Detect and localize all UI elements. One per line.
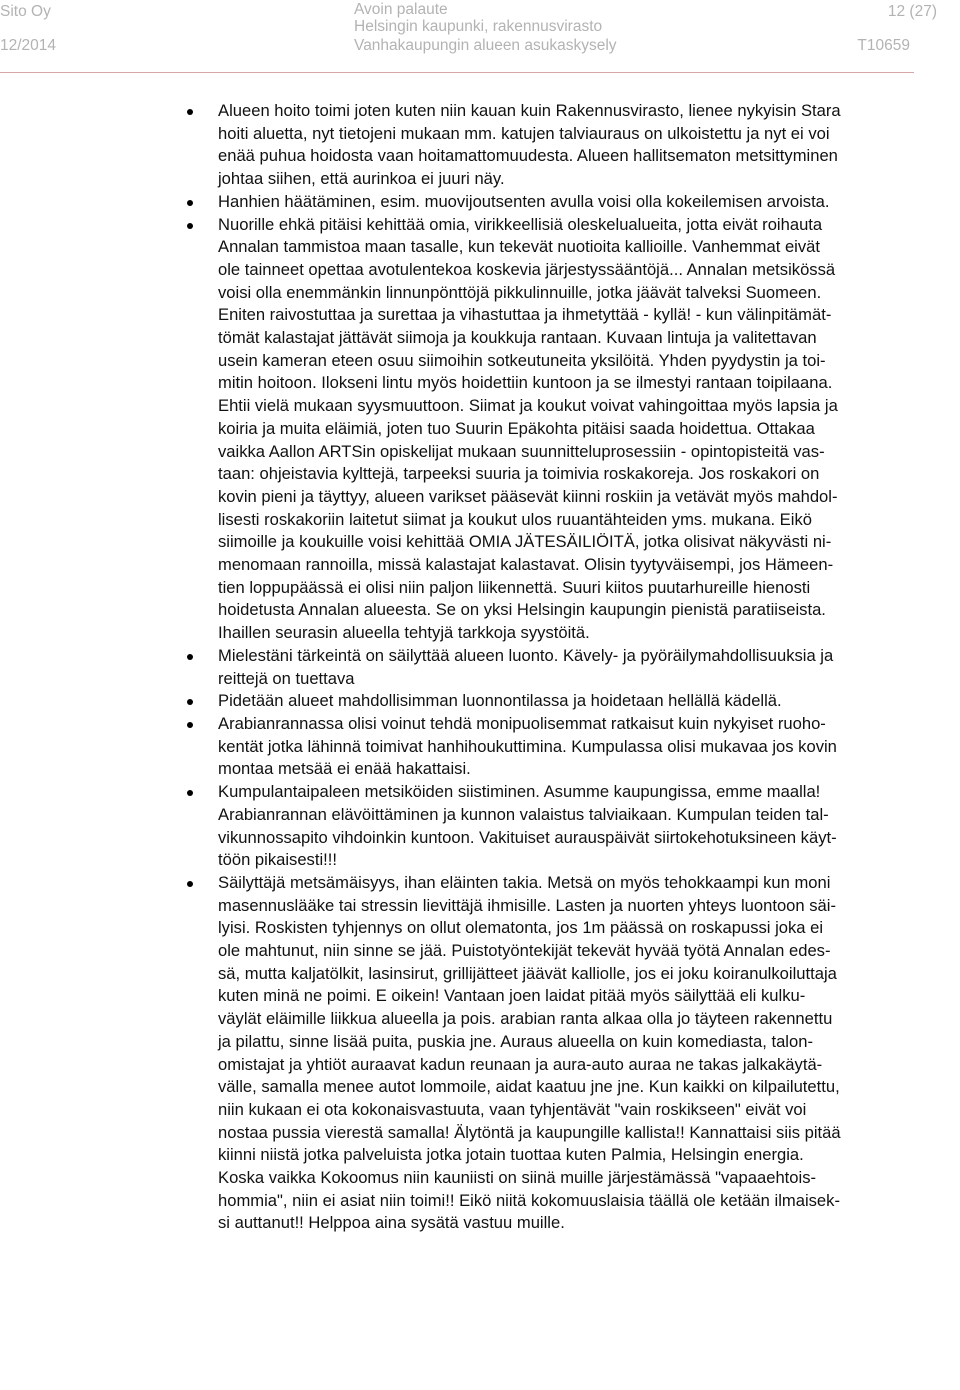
feedback-text-line: si auttanut!! Helppoa aina sysätä vastuu muille. xyxy=(218,1213,565,1233)
client-name: Helsingin kaupunki, rakennusvirasto xyxy=(354,18,603,35)
feedback-text-line: tien loppupäässä ei olisi niin paljon liikennettä. Suuri kiitos puutarhureille hienosti xyxy=(218,577,811,597)
feedback-text-line: välle, samalla menee autot lommoile, aidat kaatuu jne jne. Kun kaikki on kilpailutettu, xyxy=(218,1077,840,1097)
feedback-text-line: nostaa pussia vierestä samalla! Älytöntä ja kaupungille kallista!! Kannattaisi siis pitää xyxy=(218,1122,841,1142)
feedback-text-line: kiinni niistä jotka palveluista jotka jotain tuottaa kuten Palmia, Helsingin energia. xyxy=(218,1145,804,1165)
bullet-icon xyxy=(187,109,193,115)
feedback-item xyxy=(0,872,960,1235)
feedback-item xyxy=(0,781,960,872)
feedback-text-line: usein kameran eteen osuu siimoihin sotkeutuneita yksilöitä. Yhden pyydystin ja toi- xyxy=(218,350,826,370)
feedback-text-line: Annalan tammistoa maan tasalle, kun tekevät nuotioita kallioille. Vanhemmat eivät xyxy=(218,237,821,257)
feedback-text-line: Mielestäni tärkeintä on säilyttää alueen luonto. Kävely- ja pyöräilymahdollisuuksia ja xyxy=(218,645,834,665)
feedback-text-line: ja pilattu, sinne lisää puita, puskia jne. Auraus alueella on kuin komediasta, talon- xyxy=(218,1031,813,1051)
bullet-icon xyxy=(187,881,193,887)
feedback-text-line: vaikka Aallon ARTSin opiskelijat mukaan suunnitteluprosessiin - opintopisteitä vas- xyxy=(218,441,825,461)
bullet-icon xyxy=(187,699,193,705)
project-code: T10659 xyxy=(857,37,910,54)
feedback-text-line: kovin pieni ja täyttyy, alueen varikset pääsevät kiinni roskiin ja vetävät myös mahdol- xyxy=(218,486,838,506)
feedback-text-line: lisesti roskakoriin laitetut siimat ja koukut ulos ruuantähteiden yms. mukana. Eikö xyxy=(218,509,812,529)
feedback-text-line: reittejä on tuettava xyxy=(218,668,355,688)
feedback-text-line: Ehtii vielä mukaan syysmuuttoon. Siimat ja koukut voivat vahingoittaa myös lapsia ja xyxy=(218,396,838,416)
feedback-text-line: koiria ja muita eläimiä, joten tuo Suurin Epäkohta pitäisi saada hoidettua. Ottakaa xyxy=(218,418,815,438)
feedback-text-line: omistajat ja yhtiöt auraavat kadun reunaan ja aura-auto auraa ne takas jalkakäytä- xyxy=(218,1054,823,1074)
bullet-icon xyxy=(187,722,193,728)
feedback-text-line: vikunnossapito vihdoinkin kuntoon. Vakituiset aurauspäivät siirtokehotuksineen käyt- xyxy=(218,827,837,847)
survey-title: Vanhakaupungin alueen asukaskysely xyxy=(354,37,617,54)
feedback-text-line: ole tainneet opettaa avotulentekoa koskevia järjestyssääntöjä... Annalan metsikössä xyxy=(218,259,836,279)
feedback-text-line: Säilyttäjä metsämäisyys, ihan eläinten takia. Metsä on myös tehokkaampi kun moni xyxy=(218,872,831,892)
feedback-text-line: töön pikaisesti!!! xyxy=(218,850,337,870)
feedback-text-line: mitin hoitoon. Ilokseni lintu myös hoidettiin kuntoon ja se ilmestyi rantaan toipilaana. xyxy=(218,373,833,393)
report-type: Avoin palaute xyxy=(354,1,448,18)
feedback-text-line: voisi olla enemmänkin linnunpönttöjä pikkulinnuille, jotka jäävät talveksi Suomeen. xyxy=(218,282,822,302)
feedback-text-line: johtaa siihen, että aurinkoa ei juuri näy. xyxy=(218,169,505,189)
report-date: 12/2014 xyxy=(0,37,57,54)
bullet-icon xyxy=(187,200,193,206)
feedback-text-line: tömät kalastajat jättävät siimoja ja koukkuja rantaan. Kuvaan lintuja ja valitettavan xyxy=(218,328,817,348)
feedback-text-line: niin kukaan ei ota kokonaisvastuuta, vaan tyhjentävät "vain roskikseen" eivät voi xyxy=(218,1099,807,1119)
bullet-icon xyxy=(187,654,193,660)
feedback-text-line: hoidetusta Annalan alueesta. Se on yksi Helsingin kaupungin pienistä paratiiseista. xyxy=(218,600,826,620)
feedback-item xyxy=(0,100,960,191)
feedback-text-line: Alueen hoito toimi joten kuten niin kauan kuin Rakennusvirasto, lienee nykyisin Stara xyxy=(218,101,841,120)
feedback-text-line: Eniten raivostuttaa ja surettaa ja vihastuttaa ja ihmetyttää - kyllä! - kun välinpitämät- xyxy=(218,305,832,325)
feedback-text-line: Koska vaikka Kokoomus niin kauniisti on siinä muille järjestämässä "vapaaehtois- xyxy=(218,1168,817,1188)
bullet-icon xyxy=(187,790,193,796)
feedback-item xyxy=(0,191,960,214)
feedback-item xyxy=(0,645,960,690)
feedback-text-line: masennuslääke tai stressin lievittäjä ihmisille. Lasten ja nuorten yhteys luontoon säi- xyxy=(218,895,836,915)
feedback-text-line: montaa metsää ei enää hakattaisi. xyxy=(218,759,471,779)
header-divider xyxy=(0,72,914,73)
feedback-text-line: Arabianrannassa olisi voinut tehdä monipuolisemmat ratkaisut kuin nykyiset ruoho- xyxy=(218,713,826,733)
feedback-text-line: ole mahtunut, niin sinne se jää. Puistotyöntekijät tekevät hyvää työtä Annalan edes- xyxy=(218,941,831,961)
feedback-text-line: Nuorille ehkä pitäisi kehittää omia, virikkeellisiä oleskelualueita, jotta eivät roihauta xyxy=(218,214,823,234)
feedback-item xyxy=(0,690,960,713)
feedback-list xyxy=(0,100,960,1235)
feedback-text-line: menomaan rannoilla, missä kalastajat kalastavat. Olisin tyytyväisempi, jos Hämeen- xyxy=(218,555,834,575)
feedback-text-line: Hanhien häätäminen, esim. muovijoutsenten avulla voisi olla kokeilemisen arvoista. xyxy=(218,191,830,211)
feedback-text-line: hommia", niin ei asiat niin toimi!! Eikö niitä kokomuuslaisia täällä ole ketään ilmaisek- xyxy=(218,1190,840,1210)
feedback-text-line: Arabianrannan elävöittäminen ja kunnon valaistus talviaikaan. Kumpulan teiden tal- xyxy=(218,804,829,824)
feedback-text-line: sä, mutta kaljatölkit, lasinsirut, grillijätteet jäävät kalliolle, jos ei joku koiranulkoiluttaja xyxy=(218,963,837,983)
feedback-text-line: lyisi. Roskisten tyhjennys on ollut olematonta, jos 1m päässä on roskapussi joka ei xyxy=(218,918,824,938)
feedback-text-line: siimoille ja koukuille voisi kehittää OMIA JÄTESÄILIÖITÄ, jotka olisivat näkyvästi ni- xyxy=(218,532,832,552)
feedback-text-line: Kumpulantaipaleen metsiköiden siistiminen. Asumme kaupungissa, emme maalla! xyxy=(218,782,821,802)
feedback-text-line: hoiti aluetta, nyt tietojeni mukaan mm. katujen talviauraus on ulkoistettu ja nyt ei voi xyxy=(218,123,830,143)
company-name: Sito Oy xyxy=(0,3,51,20)
feedback-item xyxy=(0,713,960,781)
feedback-text-line: Pidetään alueet mahdollisimman luonnontilassa ja hoidetaan hellällä kädellä. xyxy=(218,691,782,711)
feedback-text-line: kuten minä ne poimi. E oikein! Vantaan joen laidat pitää myös säilyttää eli kulku- xyxy=(218,986,806,1006)
page-number: 12 (27) xyxy=(887,3,937,20)
page-header xyxy=(0,0,960,60)
bullet-icon xyxy=(187,223,193,229)
feedback-text-line: kentät jotka lähinnä toimivat hanhihoukuttimina. Kumpulassa olisi mukavaa jos kovin xyxy=(218,736,837,756)
feedback-text-line: väylät eläimille liikkua alueella ja pois. arabian ranta alkaa olla jo täyteen rakennettu xyxy=(218,1009,833,1029)
feedback-item xyxy=(0,214,960,645)
feedback-text-line: Ihaillen seurasin alueella tehtyjä tarkkoja syystöitä. xyxy=(218,623,590,643)
feedback-text-line: taan: ohjeistavia kylttejä, tarpeeksi suuria ja toimivia roskakoreja. Jos roskakori on xyxy=(218,464,820,484)
feedback-text-line: enää puhua hoidosta vaan hoitamattomuudesta. Alueen hallitsematon metsittyminen xyxy=(218,146,838,166)
